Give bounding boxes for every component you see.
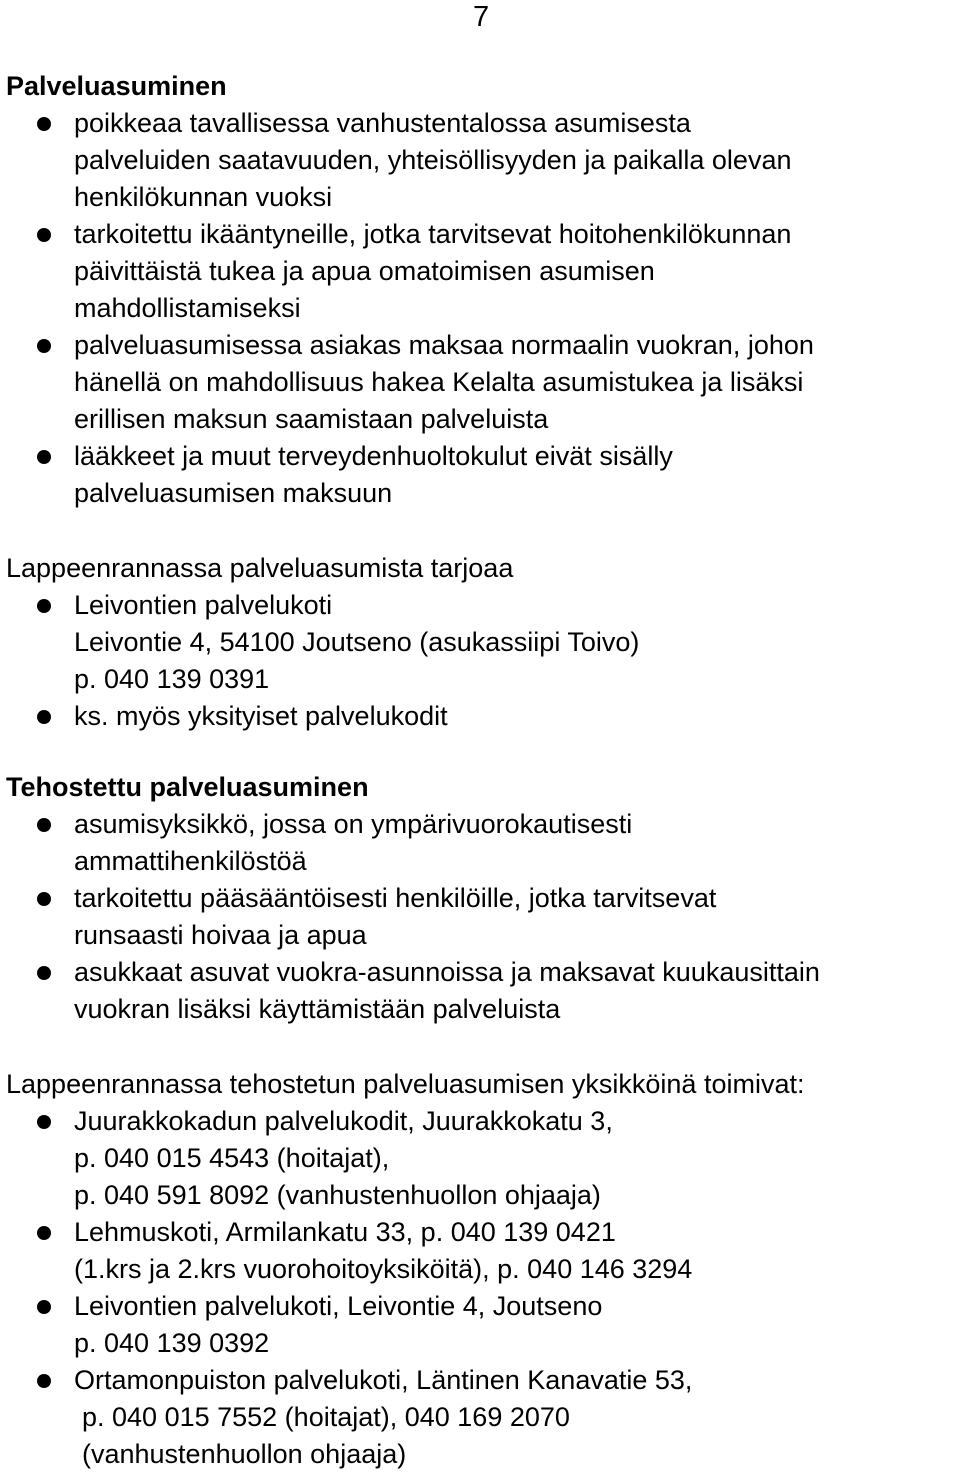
- bullet-icon: [37, 339, 51, 353]
- list-item-line: palveluiden saatavuuden, yhteisöllisyyden ja paikalla olevan: [74, 145, 792, 175]
- bullet-list-tehostettu: [6, 806, 956, 1028]
- page-number: 7: [473, 1, 490, 33]
- list-item-line: asumisyksikkö, jossa on ympärivuorokautisesti: [74, 809, 633, 839]
- list-item-line: palveluasumisessa asiakas maksaa normaalin vuokran, johon: [74, 330, 814, 360]
- list-item: [6, 216, 956, 327]
- list-item-line: vuokran lisäksi käyttämistään palveluista: [74, 994, 561, 1024]
- list-item-line: päivittäistä tukea ja apua omatoimisen asumisen: [74, 256, 655, 286]
- list-item-line: henkilökunnan vuoksi: [74, 182, 333, 212]
- intro-palveluasuminen-providers: Lappeenrannassa palveluasumista tarjoaa: [6, 553, 514, 583]
- list-item-line: (vanhustenhuollon ohjaaja): [82, 1439, 407, 1469]
- spacer: [6, 1028, 956, 1066]
- list-item: [6, 1103, 956, 1214]
- section-title-tehostettu-palveluasuminen: Tehostettu palveluasuminen: [6, 772, 369, 802]
- bullet-icon: [37, 117, 51, 131]
- list-item-line: asukkaat asuvat vuokra-asunnoissa ja maksavat kuukausittain: [74, 957, 820, 987]
- bullet-icon: [37, 1115, 51, 1129]
- list-item-line: tarkoitettu ikääntyneille, jotka tarvitsevat hoitohenkilökunnan: [74, 219, 792, 249]
- list-item-line: Leivontien palvelukoti: [74, 590, 333, 620]
- list-item-line: p. 040 139 0391: [74, 664, 270, 694]
- list-item: [6, 698, 956, 735]
- list-item-line: runsaasti hoivaa ja apua: [74, 920, 367, 950]
- list-item-line: p. 040 139 0392: [74, 1328, 270, 1358]
- list-item: [6, 1362, 956, 1473]
- list-item-line: ks. myös yksityiset palvelukodit: [74, 701, 448, 731]
- list-item-line: poikkeaa tavallisessa vanhustentalossa asumisesta: [74, 108, 691, 138]
- list-item-line: Leivontie 4, 54100 Joutseno (asukassiipi Toivo): [74, 627, 640, 657]
- bullet-icon: [37, 818, 51, 832]
- list-item: [6, 806, 956, 880]
- list-item-line: p. 040 591 8092 (vanhustenhuollon ohjaaja): [74, 1180, 601, 1210]
- list-item-line: (1.krs ja 2.krs vuorohoitoyksiköitä), p. 040 146 3294: [74, 1254, 693, 1284]
- list-item: [6, 327, 956, 438]
- section-title-palveluasuminen: Palveluasuminen: [6, 71, 227, 101]
- list-item: [6, 954, 956, 1028]
- bullet-icon: [37, 1300, 51, 1314]
- spacer: [6, 512, 956, 550]
- list-item-line: p. 040 015 4543 (hoitajat),: [74, 1143, 390, 1173]
- bullet-list-tehostettu-providers: [6, 1103, 956, 1473]
- list-item-line: Leivontien palvelukoti, Leivontie 4, Joutseno: [74, 1291, 603, 1321]
- bullet-icon: [37, 228, 51, 242]
- list-item-line: tarkoitettu pääsääntöisesti henkilöille, jotka tarvitsevat: [74, 883, 717, 913]
- bullet-icon: [37, 450, 51, 464]
- list-item: [6, 438, 956, 512]
- bullet-icon: [37, 1374, 51, 1388]
- bullet-icon: [37, 1226, 51, 1240]
- list-item-line: p. 040 015 7552 (hoitajat), 040 169 2070: [82, 1402, 570, 1432]
- list-item-line: Lehmuskoti, Armilankatu 33, p. 040 139 0421: [74, 1217, 616, 1247]
- bullet-icon: [37, 892, 51, 906]
- list-item: [6, 587, 956, 698]
- list-item-line: lääkkeet ja muut terveydenhuoltokulut eivät sisälly: [74, 441, 673, 471]
- bullet-icon: [37, 966, 51, 980]
- spacer: [6, 735, 956, 769]
- list-item: [6, 880, 956, 954]
- list-item-line: ammattihenkilöstöä: [74, 846, 307, 876]
- document-body: [6, 68, 956, 1473]
- bullet-icon: [37, 599, 51, 613]
- bullet-icon: [37, 710, 51, 724]
- bullet-list-palveluasuminen: [6, 105, 956, 512]
- list-item-line: erillisen maksun saamistaan palveluista: [74, 404, 549, 434]
- list-item-line: Ortamonpuiston palvelukoti, Läntinen Kanavatie 53,: [74, 1365, 693, 1395]
- list-item: [6, 105, 956, 216]
- list-item-line: Juurakkokadun palvelukodit, Juurakkokatu 3,: [74, 1106, 613, 1136]
- list-item-line: mahdollistamiseksi: [74, 293, 301, 323]
- intro-tehostettu-providers: Lappeenrannassa tehostetun palveluasumisen yksikköinä toimivat:: [6, 1069, 805, 1099]
- list-item: [6, 1214, 956, 1288]
- list-item-line: palveluasumisen maksuun: [74, 478, 393, 508]
- list-item-line: hänellä on mahdollisuus hakea Kelalta asumistukea ja lisäksi: [74, 367, 804, 397]
- bullet-list-palveluasuminen-providers: [6, 587, 956, 735]
- list-item: [6, 1288, 956, 1362]
